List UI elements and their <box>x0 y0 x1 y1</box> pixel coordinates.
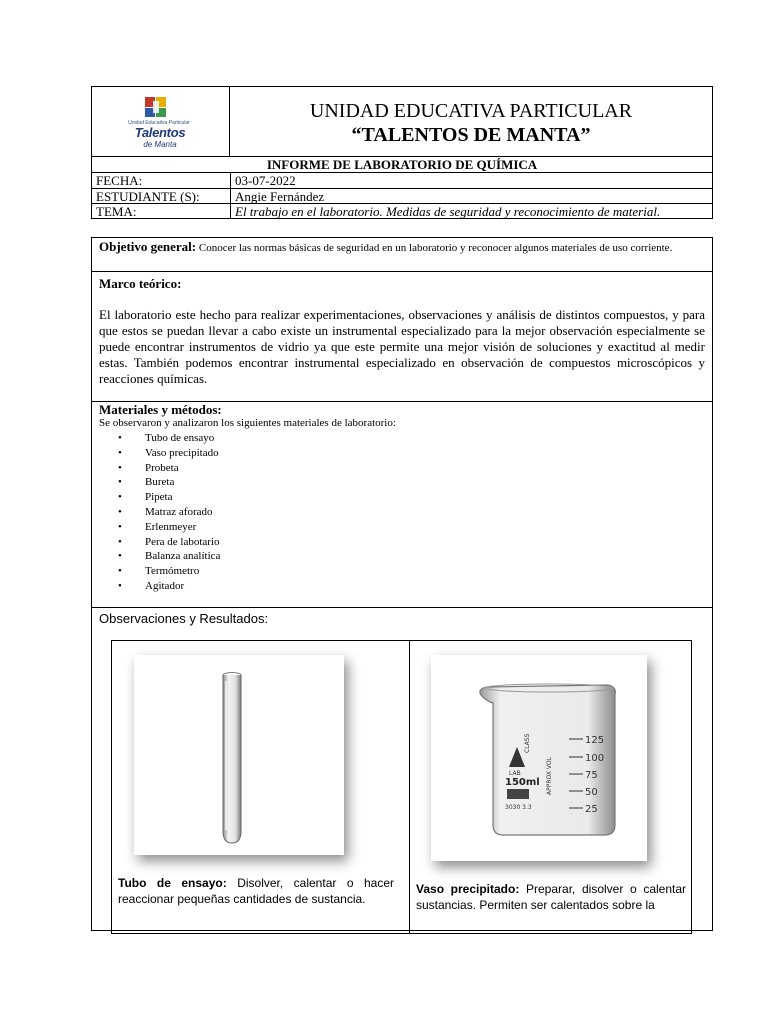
fecha-row <box>92 172 712 188</box>
objetivo-label: Objetivo general: <box>99 239 197 254</box>
list-item: • Matraz aforado <box>99 505 220 520</box>
list-item: • Vaso precipitado <box>99 446 220 461</box>
fecha-label: FECHA: <box>96 173 143 188</box>
result-cell-vaso <box>409 641 691 933</box>
beaker-icon <box>431 655 647 861</box>
caption-tubo-name: Tubo de ensayo: <box>118 876 227 890</box>
list-item: • Termómetro <box>99 564 220 579</box>
list-item: • Pipeta <box>99 490 220 505</box>
report-body-table <box>91 237 713 931</box>
beaker-brand: LAB <box>509 770 521 777</box>
beaker-photo <box>431 655 647 861</box>
beaker-volume: 150ml <box>505 777 540 788</box>
marco-text: El laboratorio este hecho para realizar experimentaciones, observaciones y análisis de distintos compuestos, y para que estos se puedan llevar a cabo existe un instrumental especializado para la mejor observación especialmente se puede encontrar instrumentos de vidrio ya que este permite una mejor visión de soluciones y exactitud al medir estas. También podemos encontrar instrumental especializado en observación de compuestos microscópicos y reacciones químicas. <box>99 307 705 386</box>
caption-tubo-text: Disolver, calentar o hacer reaccionar pequeñas cantidades de sustancia. <box>118 876 394 906</box>
beaker-mark-125: 125 <box>585 735 605 746</box>
list-item: • Agitador <box>99 579 220 594</box>
observaciones-label: Observaciones y Resultados: <box>99 611 269 626</box>
marco-label: Marco teórico: <box>99 276 182 291</box>
marco-section <box>92 272 712 402</box>
objetivo-text: Conocer las normas básicas de seguridad en un laboratorio y reconocer algunos materiales de uso corriente. <box>198 242 673 254</box>
caption-vaso-name: Vaso precipitado: <box>416 882 520 896</box>
tema-label: TEMA: <box>96 204 137 219</box>
beaker-glass-spec: 3030 3.3 <box>505 804 532 811</box>
beaker-mark-100: 100 <box>585 753 605 764</box>
materiales-intro: Se observaron y analizaron los siguientes materiales de laboratorio: <box>99 417 396 429</box>
logo-cell <box>92 87 230 156</box>
list-item: • Tubo de ensayo <box>99 431 220 446</box>
institution-title <box>230 87 712 156</box>
estudiante-value: Angie Fernández <box>230 189 324 204</box>
objetivo-section <box>92 238 712 272</box>
institution-line1: UNIDAD EDUCATIVA PARTICULAR <box>309 100 633 122</box>
logo-city: de Manta <box>143 140 177 149</box>
beaker-class: CLASS <box>524 733 531 753</box>
caption-vaso-text: Preparar, disolver o calentar sustancias. Permiten ser calentados sobre la <box>416 882 687 912</box>
tema-row <box>92 203 712 219</box>
test-tube-photo <box>134 655 344 855</box>
estudiante-row <box>92 188 712 204</box>
school-logo-icon <box>144 95 168 119</box>
tema-value: El trabajo en el laboratorio. Medidas de seguridad y reconocimiento de material. <box>230 204 660 219</box>
list-item: • Balanza analítica <box>99 549 220 564</box>
materiales-section <box>92 402 712 608</box>
list-item: • Erlenmeyer <box>99 520 220 535</box>
list-item: • Bureta <box>99 475 220 490</box>
results-table <box>111 640 692 934</box>
fecha-value: 03-07-2022 <box>230 173 296 188</box>
test-tube-icon <box>134 655 344 855</box>
report-title: INFORME DE LABORATORIO DE QUÍMICA <box>92 156 712 172</box>
list-item: • Pera de labotario <box>99 535 220 550</box>
estudiante-label: ESTUDIANTE (S): <box>96 189 200 204</box>
beaker-mark-25: 25 <box>585 804 598 815</box>
beaker-mark-50: 50 <box>585 787 598 798</box>
beaker-approx: APPROX VOL <box>546 757 553 795</box>
result-cell-tubo <box>112 641 410 933</box>
materiales-list <box>99 431 220 594</box>
caption-vaso <box>416 881 686 913</box>
objetivo-paragraph <box>99 239 705 256</box>
header-table <box>91 86 713 219</box>
caption-tubo <box>118 875 394 907</box>
materiales-label: Materiales y métodos: <box>99 402 222 417</box>
logo-subtitle: Unidad Educativa Particular <box>128 120 190 126</box>
observaciones-section <box>92 608 712 930</box>
logo-name: Talentos <box>134 125 186 140</box>
list-item: • Probeta <box>99 461 220 476</box>
institution-line2: “TALENTOS DE MANTA” <box>351 124 591 146</box>
beaker-mark-75: 75 <box>585 770 598 781</box>
